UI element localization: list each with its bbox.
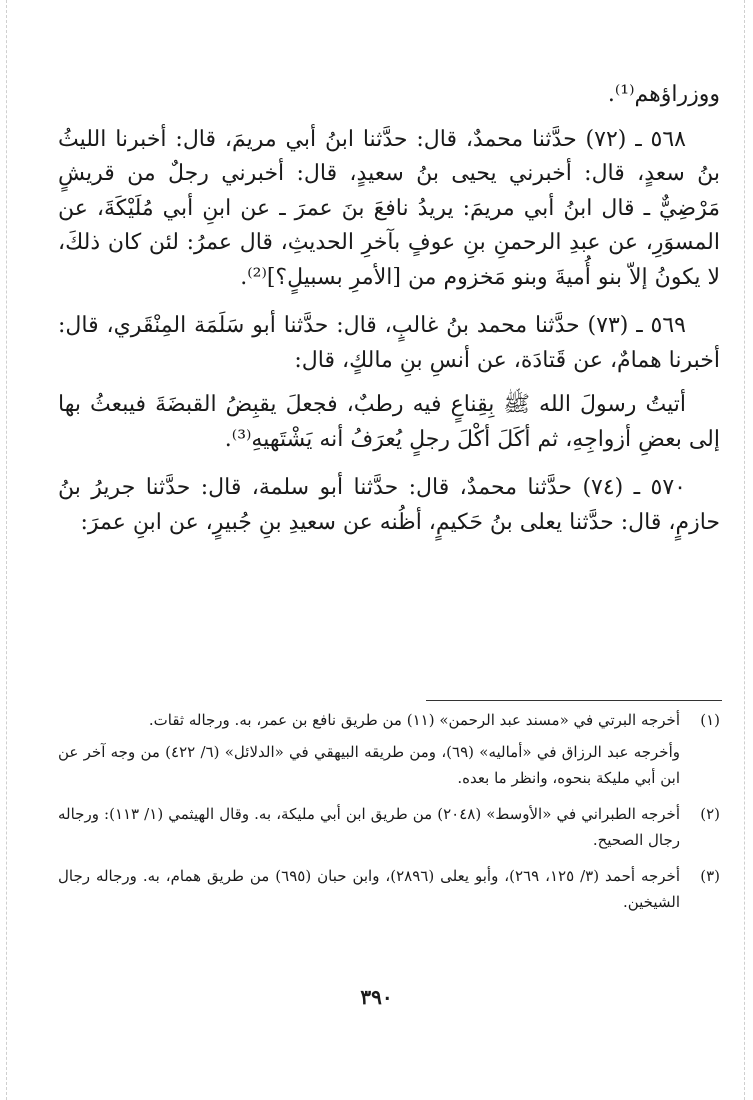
footnote-number: (٢)	[700, 805, 720, 823]
hadith-569-matn: أتيتُ رسولَ الله ﷺ بِقِناعٍ فيه رطبٌ، فجعلَ يقبِضُ القبضَةَ فيبعثُ بها إلى بعضِ أزواجِهِ، ثم أكَلَ أكْلَ رجلٍ يُعرَفُ أنه يَشْتَهيهِ⁽³⁾.	[58, 392, 720, 452]
footnote-divider	[426, 700, 722, 701]
scan-edge-left	[6, 0, 7, 1100]
footnote-3	[58, 863, 720, 921]
scan-edge-right	[744, 0, 745, 1100]
paragraph-continuation: ووزراؤهم⁽¹⁾.	[607, 82, 720, 107]
main-text	[58, 78, 720, 554]
hadith-569: ٥٦٩ ـ (٧٣) حدَّثنا محمد بنُ غالبٍ، قال: حدَّثنا أبو سَلَمَة المِنْقَري، قال: أخبرنا همامٌ، عن قَتادَة، عن أنسِ بنِ مالكٍ، قال:	[58, 313, 720, 373]
footnote-number: (١)	[700, 711, 720, 729]
hadith-568: ٥٦٨ ـ (٧٢) حدَّثنا محمدٌ، قال: حدَّثنا ابنُ أبي مريمَ، قال: أخبرنا الليثُ بنُ سعدٍ، قال: أخبرني يحيى بنُ سعيدٍ، قال: أخبرني رجلٌ من قريشٍ مَرْضِيٌّ ـ قال ابنُ أبي مريمَ: يريدُ نافعَ بنَ عمرَ ـ عن ابنِ أبي مُلَيْكَةَ، عن المسوَرِ، عن عبدِ الرحمنِ بنِ عوفٍ بآخرِ الحديثِ، قال عمرُ: لئن كان ذلكَ، لا يكونُ إلاّ بنو أُميةَ وبنو مَخزوم من [الأمرِ بسبيلٍ؟]⁽²⁾.	[58, 126, 720, 290]
footnote-body	[58, 863, 680, 921]
footnote-1	[58, 707, 720, 797]
footnote-line: أخرجه البرتي في «مسند عبد الرحمن» (١١) من طريق نافع بن عمر، به. ورجاله ثقات.	[148, 711, 680, 729]
footnote-body	[58, 707, 680, 797]
footnote-line: وأخرجه عبد الرزاق في «أماليه» (٦٩)، ومن طريقه البيهقي في «الدلائل» (٦/ ٤٢٢) من وجه آخر عن ابن أبي مليكة بنحوه، وانظر ما بعده.	[58, 743, 680, 787]
footnote-line: أخرجه أحمد (٣/ ١٢٥، ٢٦٩)، وأبو يعلى (٢٨٩٦)، وابن حبان (٦٩٥) من طريق همام، به. ورجاله رجال الشيخين.	[58, 867, 680, 911]
hadith-570: ٥٧٠ ـ (٧٤) حدَّثنا محمدٌ، قال: حدَّثنا أبو سلمة، قال: حدَّثنا جريرُ بنُ حازمٍ، قال: حدَّثنا يعلى بنُ حَكيمٍ، أظُنه عن سعيدِ بنِ جُبيرٍ، عن ابنِ عمرَ:	[58, 475, 720, 535]
footnote-body	[58, 801, 680, 859]
footnote-number: (٣)	[700, 867, 720, 885]
footnote-line: أخرجه الطبراني في «الأوسط» (٢٠٤٨) من طريق ابن أبي مليكة، به. وقال الهيثمي (١/ ١١٣): ورجاله رجال الصحيح.	[58, 805, 681, 849]
footnotes	[58, 707, 720, 925]
page-number: ٣٩٠	[360, 985, 393, 1009]
footnote-2	[58, 801, 720, 859]
